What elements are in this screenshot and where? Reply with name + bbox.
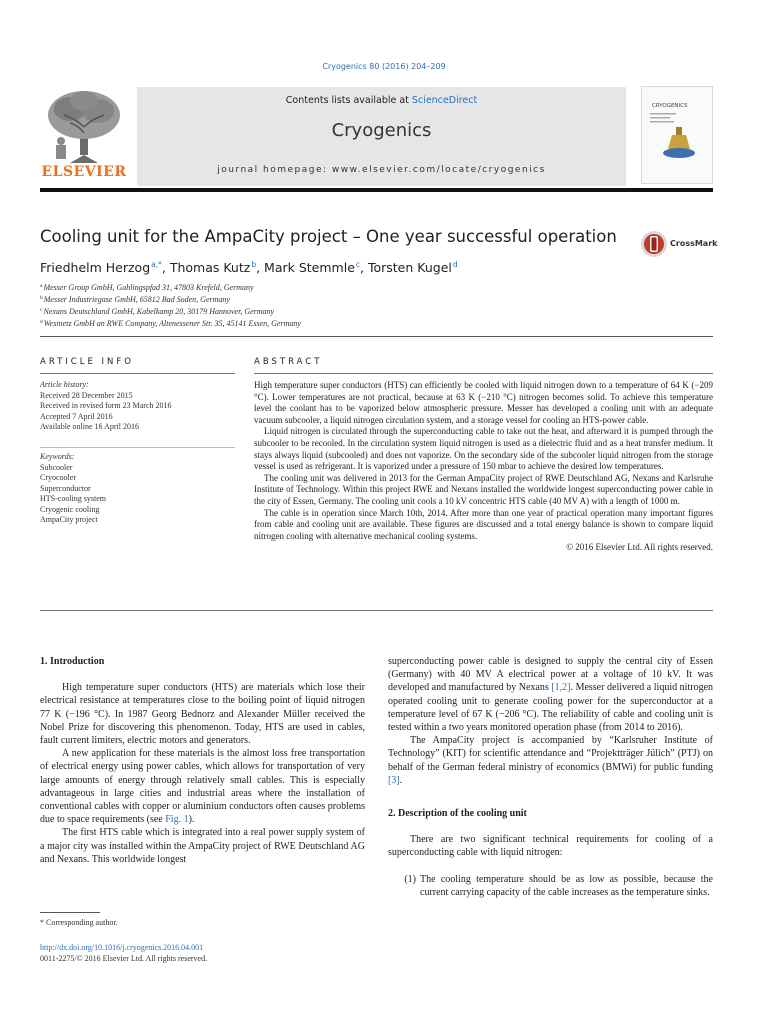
keyword-item: Subcooler <box>40 462 73 472</box>
paragraph-text: A new application for these materials is the almost loss free transportation of electrical energy using power cables, which allows for transportation of very large amounts of energy through relatively small cables. This is especially advantageous in large cities and industrial areas where the installation of conventional cables with copper or aluminium conductors often causes problems due to space requirements (see <box>40 748 365 826</box>
article-info-label: ARTICLE INFO <box>40 357 134 367</box>
abstract-paragraph: High temperature super conductors (HTS) can efficiently be cooled with liquid nitrogen down to a temperature of 64 K (−209 °C). Lower temperatures are not practical, because at 63 K (−210 °C) nitrogen becomes solid. To achieve this temperature level the coolant has to be vaporized below atmospheric pressure. Messer has developed a cooling unit with an adequate vacuum subcooler, a liquid nitrogen circulation system, and a storage vessel for cooling an HTS-power cable. <box>254 380 713 425</box>
abstract-label: ABSTRACT <box>254 357 323 367</box>
author-marks[interactable]: d <box>452 260 458 269</box>
body-paragraph <box>388 655 713 734</box>
paragraph-text: . Messer delivered a liquid nitrogen operated cooling unit to generate cooling power for the superconductor at a temperature level of 67 K (−206 °C). The reliability of cable and cooling unit is tested within a two years monitored operation phase (from 2014 to 2016). <box>388 682 714 734</box>
author-name[interactable]: Thomas Kutz <box>169 260 251 275</box>
requirement-list-item <box>388 873 713 899</box>
list-number: (1) <box>404 873 416 885</box>
affiliation-text: Messer Industriegase GmbH, 65812 Bad Soden, Germany <box>43 295 230 304</box>
cover-title: CRYOGENICS <box>652 103 688 109</box>
journal-citation[interactable]: Cryogenics 80 (2016) 204–209 <box>322 62 446 71</box>
contents-prefix: Contents lists available at <box>285 95 412 106</box>
list-text: The cooling temperature should be as low as possible, because the current carrying capacity of the cable increases as the temperature sinks. <box>420 873 713 898</box>
abstract-body <box>254 380 713 554</box>
section-heading-cooling-unit: 2. Description of the cooling unit <box>388 808 527 820</box>
affiliation-rule <box>40 336 713 337</box>
affiliation-mark: b <box>40 295 43 301</box>
reference-3-link[interactable]: [3] <box>388 774 400 786</box>
body-right-column <box>388 655 713 899</box>
doi-link[interactable]: http://dx.doi.org/10.1016/j.cryogenics.2016.04.001 <box>40 943 204 952</box>
affiliation <box>40 307 274 316</box>
history-item: Available online 16 April 2016 <box>40 422 139 431</box>
footnote-rule <box>40 912 100 913</box>
keywords <box>40 452 106 526</box>
abstract-paragraph: The cooling unit was delivered in 2013 for the German AmpaCity project of RWE Deutschland AG, Nexans and Karlsruhe Institute of Technology. Within this project RWE and Nexans installed the worldwide longest superconducting power cable in the city of Essen, Germany. The cooling unit cools a 10 kV concentric HTS cable (40 MV A) with a length of 1000 m. <box>254 472 713 506</box>
issn-copyright: 0011-2275/© 2016 Elsevier Ltd. All rights reserved. <box>40 954 208 963</box>
paragraph-text: The AmpaCity project is accompanied by “Karlsruher Institute of Technology” (KIT) for scientific attendance and “Projektträger Jülich” (PTJ) on behalf of the German federal ministry of economics (BMWi) for public funding <box>388 735 713 773</box>
affiliation-text: Nexans Deutschland GmbH, Kabelkamp 20, 30179 Hannover, Germany <box>43 307 275 316</box>
paragraph-text: . <box>399 774 403 786</box>
keyword-item: Cryocooler <box>40 473 76 482</box>
author-name[interactable]: Mark Stemmle <box>264 260 355 275</box>
section-heading-introduction: 1. Introduction <box>40 656 105 667</box>
body-paragraph: High temperature super conductors (HTS) are materials which lose their electrical resistance at temperatures close to the boiling point of liquid nitrogen 77 K (−196 °C). In 1987 Georg Bednorz and Alexander Müller received the Nobel Prize for discovering this phenomenon. Today, HTS are used in cables, fault current limiters, electric motors and generators. <box>40 682 365 747</box>
author-marks[interactable]: a,* <box>151 260 162 269</box>
affiliation-mark: a <box>40 283 43 289</box>
body-left-column <box>40 655 365 866</box>
body-paragraph: There are two significant technical requirements for cooling of a superconducting cable with liquid nitrogen: <box>388 834 713 859</box>
affiliation-text: Messer Group GmbH, Gahlingspfad 31, 47803 Krefeld, Germany <box>43 283 254 292</box>
body-paragraph <box>388 734 713 787</box>
affiliation-mark: d <box>40 319 43 325</box>
keyword-item: Superconductor <box>40 483 91 493</box>
publisher-logo-text[interactable]: ELSEVIER <box>41 164 127 180</box>
sciencedirect-link[interactable]: ScienceDirect <box>411 95 478 106</box>
affiliation-text: Westnetz GmbH an RWE Company, Altenessener Str. 35, 45141 Essen, Germany <box>43 319 301 328</box>
article-history <box>40 380 172 433</box>
history-item: Received 28 December 2015 <box>40 390 133 400</box>
paragraph-text: ). <box>188 814 195 826</box>
body-paragraph <box>40 747 365 826</box>
author-name[interactable]: Torsten Kugel <box>367 260 452 275</box>
journal-cover-thumbnail[interactable] <box>641 86 713 184</box>
history-item: Accepted 7 April 2016 <box>40 411 113 421</box>
history-item: Received in revised form 23 March 2016 <box>40 401 172 410</box>
corresponding-author-footnote: * Corresponding author. <box>40 918 118 927</box>
abstract-paragraph: Liquid nitrogen is circulated through the superconducting cable to take out the heat, and afterward it is pumped through the subcooler to be recooled. In the circulation system liquid nitrogen is used as a dielectric fluid and as a heat transfer medium. It stays always liquid (subcooled) and does not vaporize. On the secondary side of the subcooler liquid nitrogen from the storage vessel is used as refrigerant. It is vaporized under a pressure of 150 mbar to achieve the desired low temperatures. <box>254 426 713 472</box>
abstract-paragraph: The cable is in operation since March 10th, 2014. After more than one year of practical operation many important figures from cable and cooling unit are available. These figures are discussed and a total energy balance is shown to compare liquid nitrogen cooling with alternative mechanical cooling systems. <box>254 507 713 541</box>
paragraph-text: superconducting power cable is designed to supply the central city of Essen (Germany) with 40 MV A electrical power at a voltage of 10 kV. It was developed and manufactured by Nexans <box>388 656 713 694</box>
journal-homepage <box>137 165 626 175</box>
body-paragraph: The first HTS cable which is integrated into a real power supply system of a major city was installed within the AmpaCity project of RWE Deutschland AG and Nexans. This worldwide longest <box>40 827 365 865</box>
keywords-label: Keywords: <box>40 452 75 461</box>
crossmark-label: CrossMark <box>670 239 718 248</box>
affiliation <box>40 295 230 304</box>
author-marks[interactable]: c <box>355 260 361 269</box>
reference-1-2-link[interactable]: [1,2] <box>551 682 571 694</box>
homepage-prefix: journal homepage: <box>217 165 332 175</box>
paper-title: Cooling unit for the AmpaCity project – One year successful operation <box>40 227 617 246</box>
keyword-item: HTS-cooling system <box>40 494 106 503</box>
author-marks[interactable]: b <box>251 260 257 269</box>
journal-title: Cryogenics <box>331 120 432 141</box>
header-rule <box>40 188 713 192</box>
figure-1-link[interactable]: Fig. 1 <box>165 814 189 826</box>
affiliation-mark: c <box>40 307 43 313</box>
affiliation <box>40 319 301 328</box>
homepage-url-link[interactable]: www.elsevier.com/locate/cryogenics <box>331 165 546 175</box>
abstract-rule <box>254 373 713 374</box>
crossmark-icon <box>640 228 670 260</box>
affiliation <box>40 283 254 292</box>
contents-line <box>137 95 626 106</box>
keyword-item: Cryogenic cooling <box>40 504 100 514</box>
keyword-item: AmpaCity project <box>40 515 98 524</box>
author-name[interactable]: Friedhelm Herzog <box>40 260 151 275</box>
article-info-divider <box>40 447 235 448</box>
abstract-copyright: © 2016 Elsevier Ltd. All rights reserved. <box>566 542 713 553</box>
abstract-bottom-rule <box>40 610 713 611</box>
history-label: Article history: <box>40 380 89 389</box>
article-info-rule <box>40 373 235 374</box>
author-list: Friedhelm Herzog$^{a,*}$, Thomas Kutz$^b$, Mark Stemmle$^c$, Torsten Kugel$^d$ <box>40 260 458 275</box>
